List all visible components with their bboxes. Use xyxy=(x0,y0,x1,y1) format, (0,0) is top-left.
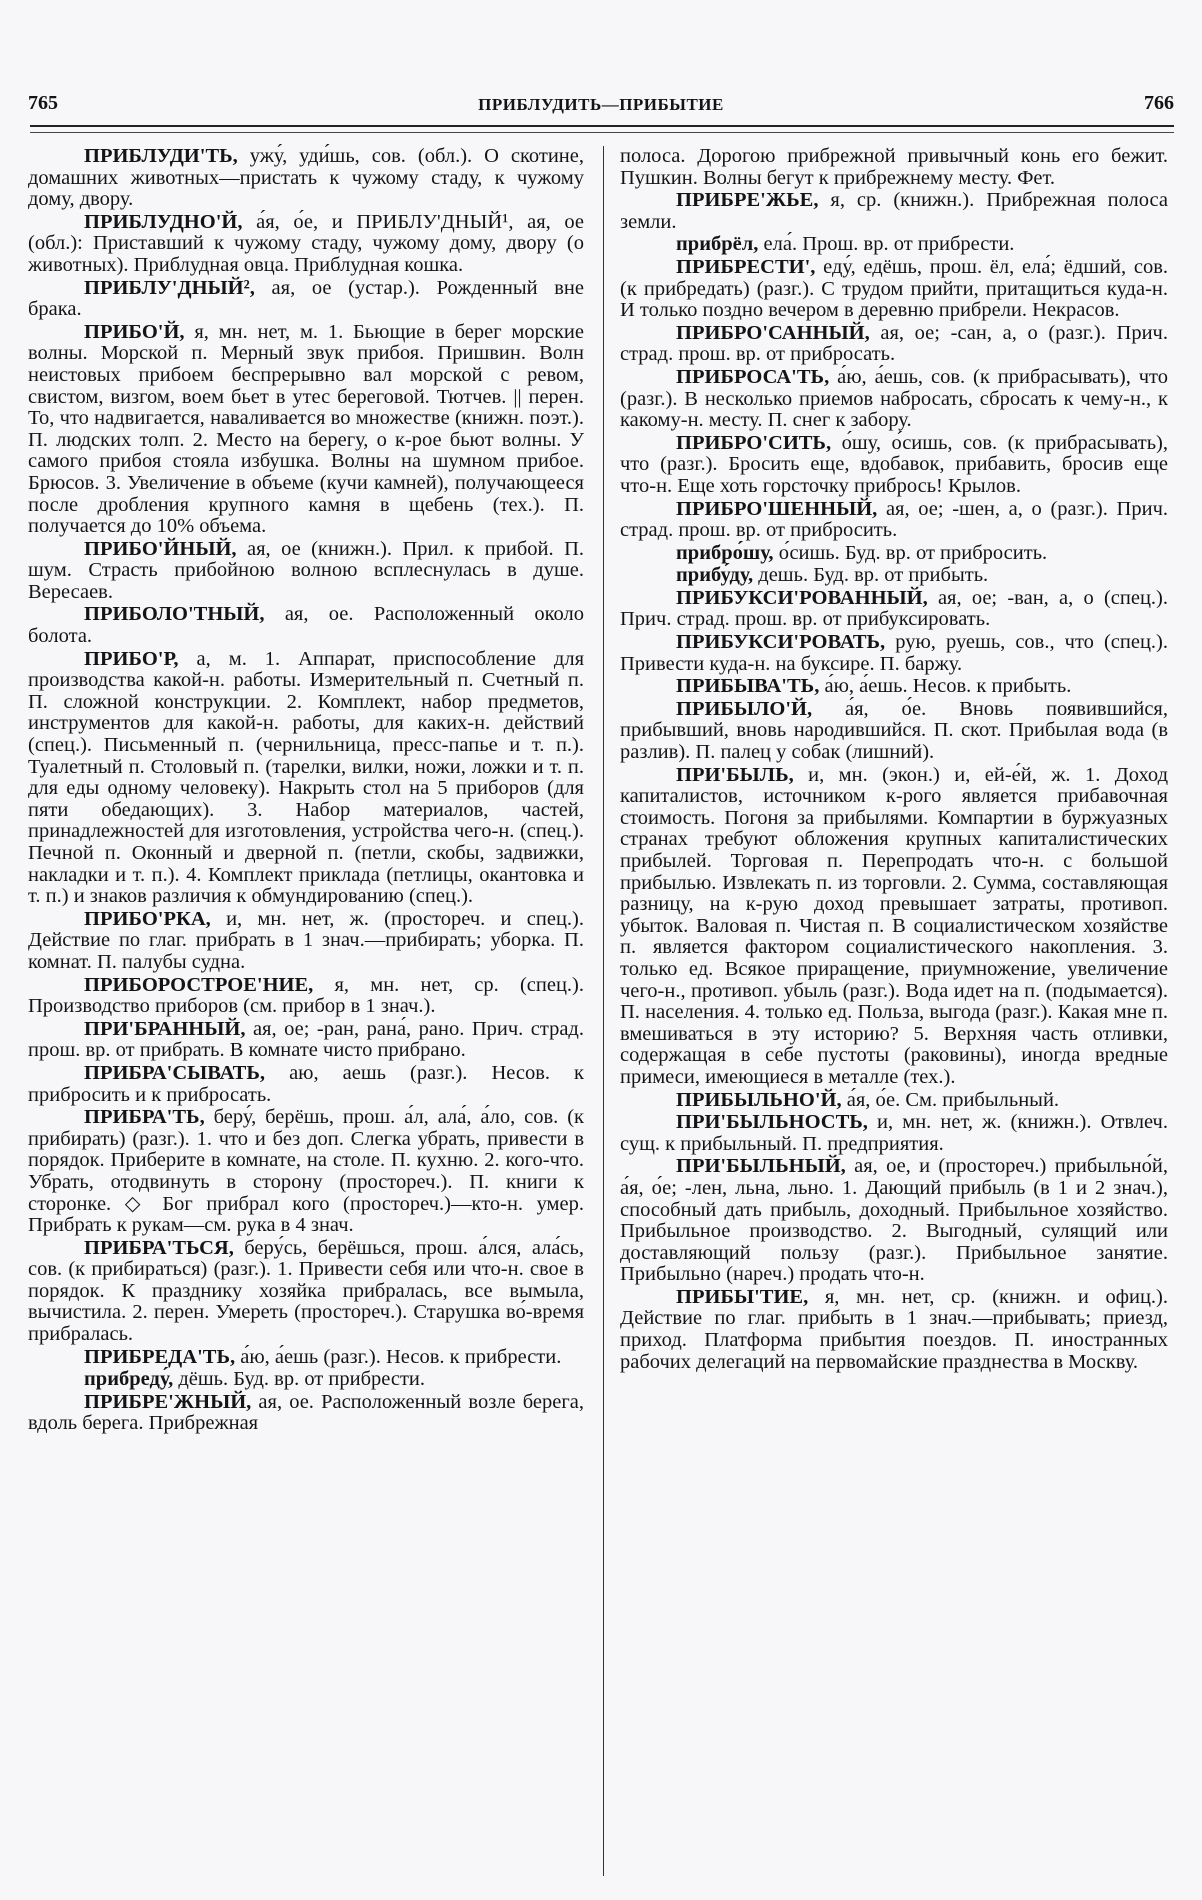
dictionary-entry xyxy=(28,1369,584,1391)
dictionary-entry xyxy=(620,588,1168,631)
dictionary-entry xyxy=(28,604,584,647)
entry-definition: а́ю, а́ешь (разг.). Несов. к прибрести. xyxy=(240,1345,562,1368)
dictionary-entry xyxy=(28,1238,584,1346)
dictionary-entry xyxy=(28,1347,584,1369)
dictionary-entry xyxy=(620,367,1168,432)
entry-definition: полоса. Дорогою прибрежной привычный конь его бежит. Пушкин. Волны бегут к прибрежнему месту. Фет. xyxy=(620,145,1168,189)
running-head: ПРИБЛУДИТЬ—ПРИБЫТИЕ xyxy=(478,95,724,114)
headword: ПРИБУКСИ'РОВАННЫЙ, xyxy=(676,586,928,609)
dictionary-entry xyxy=(28,1107,584,1237)
dictionary-entry xyxy=(28,975,584,1018)
page-number-right: 766 xyxy=(1144,92,1174,114)
header-rule xyxy=(30,125,1174,133)
entry-definition: я, мн. нет, м. 1. Бьющие в берег морские волны. Морской п. Мерный звук прибоя. Пришвин. Волн неистовых прибоем беспрерывно вал морской с ревом, свистом, визгом, воем бьет в утес береговой. Тютчев. || перен. То, что надвигается, наваливается во множестве (книжн. поэт.). П. людских толп. 2. Место на берегу, о к-рое бьют волны. У самого прибоя стояла избушка. Волны на шумном прибое. Брюсов. 3. Увеличение в объеме (кучи камней), получающееся после дробления крупного камня в щебень (тех.). П. получается до 10% объема. xyxy=(28,320,584,538)
entry-definition: я, мн. нет, ср. (книжн. и офиц.). Действие по глаг. прибыть в 1 знач.—прибывать; приезд, приход. Платформа прибытия поездов. П. иностранных рабочих делегаций на первомайские празднества в Москву. xyxy=(620,1285,1169,1373)
headword: прибрёл, xyxy=(676,233,759,256)
headword: ПРИБРО'САННЫЙ, xyxy=(676,321,870,344)
headword: ПРИ'БЫЛЬНЫЙ, xyxy=(676,1155,846,1178)
dictionary-entry xyxy=(28,1019,584,1062)
dictionary-entry xyxy=(620,632,1168,675)
headword: ПРИБЫЛЬНО'Й, xyxy=(676,1088,842,1111)
dictionary-entry xyxy=(620,676,1168,698)
dictionary-entry xyxy=(620,1090,1168,1112)
column-divider xyxy=(603,146,604,1876)
entry-definition: я, мн. нет, ср. (спец.). Производство приборов (см. прибор в 1 знач.). xyxy=(28,973,584,1018)
headword: ПРИБЛУДНО'Й, xyxy=(84,210,243,233)
dictionary-entry xyxy=(620,765,1168,1089)
dictionary-entry xyxy=(620,234,1168,256)
dictionary-entry xyxy=(28,322,584,538)
dictionary-entry xyxy=(620,323,1168,366)
page-number-left: 765 xyxy=(28,92,58,114)
dictionary-entry xyxy=(28,146,584,211)
headword: ПРИ'БЫЛЬНОСТЬ, xyxy=(676,1111,868,1134)
entry-definition: и, мн. нет, ж. (книжн.). Отвлеч. сущ. к прибыльный. П. предприятия. xyxy=(620,1111,1168,1155)
entry-definition: ая, ое; -шен, а, о (разг.). Прич. страд. прош. вр. от прибросить. xyxy=(620,497,1168,542)
entry-definition: ая, ое (книжн.). Прил. к прибой. П. шум. Страсть прибойною волною всплеснулась в душе. Вересаев. xyxy=(28,537,584,603)
headword: ПРИБРО'СИТЬ, xyxy=(676,431,832,454)
headword: ПРИБРА'СЫВАТЬ, xyxy=(84,1061,266,1084)
headword: прибреду́, xyxy=(84,1368,174,1391)
dictionary-entry xyxy=(28,539,584,604)
entry-definition: а́я, о́е. Вновь появившийся, прибывший, вновь народившийся. П. скот. Прибылая вода (в разлив). П. палец у собак (лишний). xyxy=(620,697,1168,764)
dictionary-entry xyxy=(28,649,584,908)
entry-definition: ая, ое; -ран, рана́, рано. Прич. страд. прош. вр. от прибрать. В комнате чисто прибрано. xyxy=(28,1017,584,1062)
headword: ПРИБЫЛО'Й, xyxy=(676,697,813,720)
entry-definition: беру́сь, берёшься, прош. а́лся, ала́сь, сов. (к прибираться) (разг.). 1. Привести себя или что-н. свое в порядок. К празднику хозяйка прибралась, все вымыла, вычистила. 2. перен. Умереть (простореч.). Старушка во́-время прибралась. xyxy=(28,1236,585,1346)
dictionary-entry xyxy=(28,212,584,277)
entry-definition: о́сишь. Буд. вр. от прибросить. xyxy=(778,541,1048,564)
left-column xyxy=(28,146,584,1436)
entry-definition: а́я, о́е, и ПРИБЛУ'ДНЫЙ¹, ая, ое (обл.): Приставший к чужому стаду, чужому дому, двору (о животных). Приблудная овца. Приблудная кошка. xyxy=(28,210,584,276)
entry-definition: и, мн. (экон.) и, ей-е́й, ж. 1. Доход капиталистов, источником к-рого является прибавочная стоимость. Погоня за прибылями. Компартии в буржуазных странах требуют обложения крупных капиталистических прибылей. Торговая п. Перепродать что-н. с большой прибылью. Извлекать п. из торговли. 2. Сумма, составляющая разницу, на к-рую доход превышает затраты, противоп. убыток. Валовая п. Чистая п. В социалистическом хозяйстве п. является фактором социалистического накопления. 3. только ед. Всякое приращение, приумножение, увеличение чего-н., противоп. убыль (разг.). Вода идет на п. (подымается). П. населения. 4. только ед. Польза, выгода (разг.). Какая мне п. вмешиваться в эту историю? 5. Верхняя часть отливки, содержащая в себе пустоты (раковины), иногда вредные примеси, имеющиеся в металле (тех.). xyxy=(620,763,1168,1088)
entry-definition: ела́. Прош. вр. от прибрести. xyxy=(763,233,1015,256)
headword: ПРИБО'ЙНЫЙ, xyxy=(84,537,237,560)
page-header xyxy=(28,92,1174,122)
entry-definition: ая, ое. Расположенный возле берега, вдоль берега. Прибрежная xyxy=(28,1390,585,1435)
dictionary-entry xyxy=(28,909,584,974)
entry-definition: ая, ое; -сан, а, о (разг.). Прич. страд. прош. вр. от прибросать. xyxy=(620,321,1168,366)
headword: ПРИБЫВА'ТЬ, xyxy=(676,675,820,698)
entry-definition: еду́, едёшь, прош. ёл, ела́; ёдший, сов. (к прибредать) (разг.). С трудом прийти, притащиться куда-н. И только поздно вечером в деревню прибрели. Некрасов. xyxy=(620,255,1168,322)
dictionary-entry xyxy=(620,190,1168,233)
entry-definition: о́шу, о́сишь, сов. (к прибрасывать), что (разг.). Бросить еще, вдобавок, прибавить, бросив еще что-н. Еще хоть горсточку прибрось! Крылов. xyxy=(620,431,1169,497)
entry-definition: дешь. Буд. вр. от прибыть. xyxy=(758,564,989,587)
entry-definition: а́я, о́е. См. прибыльный. xyxy=(846,1088,1060,1111)
headword: ПРИБЛУ'ДНЫЙ², xyxy=(84,276,255,299)
entry-definition: ая, ое. Расположенный около болота. xyxy=(28,603,585,648)
headword: ПРИБРЕСТИ', xyxy=(676,255,816,278)
headword: ПРИ'БЫЛЬ, xyxy=(676,763,794,786)
dictionary-entry xyxy=(620,257,1168,322)
headword: ПРИБОЛО'ТНЫЙ, xyxy=(84,603,265,626)
entry-definition: ая, ое (устар.). Рожденный вне брака. xyxy=(28,276,585,321)
headword: ПРИБО'РКА, xyxy=(84,907,211,930)
headword: ПРИ'БРАННЫЙ, xyxy=(84,1017,246,1040)
headword: ПРИБУКСИ'РОВАТЬ, xyxy=(676,631,886,654)
entry-definition: рую, руешь, сов., что (спец.). Привести куда-н. на буксире. П. баржу. xyxy=(620,631,1169,675)
entry-definition: а́ю, а́ешь, сов. (к прибрасывать), что (разг.). В несколько приемов набросать, сбросать к чему-н., к какому-н. месту. П. снег к забору. xyxy=(620,365,1168,432)
entry-definition: а, м. 1. Аппарат, приспособление для производства какой-н. работы. Измерительный п. Счетный п. П. сложной конструкции. 2. Комплект, набор предметов, инструментов для какой-н. работы, для каких-н. действий (спец.). Письменный п. (чернильница, пресс-папье и т. п.). Туалетный п. Столовый п. (тарелки, вилки, ножи, ложки и т. п. для еды одному человеку). Накрыть стол на 5 приборов (для пяти обедающих). 3. Набор материалов, частей, принадлежностей для изготовления, устройства чего-н. (спец.). Печной п. Оконный и дверной п. (петли, скобы, задвижки, накладки и т. п.). 4. Комплект приклада (петлицы, окантовка и т. п.) и знаков различия к обмундированию (спец.). xyxy=(28,647,584,908)
headword: ПРИБРЕ'ЖНЫЙ, xyxy=(84,1390,252,1413)
dictionary-entry xyxy=(620,433,1168,498)
entry-definition: беру́, берёшь, прош. а́л, ала́, а́ло, сов. (к прибирать) (разг.). 1. что и без доп. Слегка убрать, привести в порядок. Приберите в комнате, на столе. П. кухню. 2. кого-что. Убрать, отодвинуть в сторону (простореч.). П. книги к сторонке. ◇ Бог прибрал кого (простореч.)—кто-н. умер. Прибрать к рукам—см. рука в 4 знач. xyxy=(28,1106,584,1237)
dictionary-entry xyxy=(620,1112,1168,1155)
dictionary-entry xyxy=(28,1392,584,1435)
headword: ПРИБРА'ТЬСЯ, xyxy=(84,1236,234,1259)
entry-definition: ая, ое, и (простореч.) прибыльно́й, а́я, о́е; -лен, льна, льно. 1. Дающий прибыль (в 1 и 2 знач.), способный дать прибыль, доходный. Прибыльное хозяйство. Прибыльное производство. 2. Выгодный, сулящий или доставляющий пользу (разг.). Прибыльное занятие. Прибыльно (нареч.) продать что-н. xyxy=(620,1155,1168,1286)
dictionary-entry xyxy=(620,565,1168,587)
headword: ПРИБРОСА'ТЬ, xyxy=(676,365,830,388)
headword: ПРИБО'Р, xyxy=(84,647,179,670)
entry-definition: а́ю, а́ешь. Несов. к прибыть. xyxy=(824,675,1072,698)
right-column xyxy=(620,146,1168,1374)
entry-definition: ужу́, уди́шь, сов. (обл.). О скотине, домашних животных—пристать к чужому стаду, к чужому дому, двору. xyxy=(28,145,584,211)
dictionary-entry xyxy=(620,699,1168,764)
headword: ПРИБРЕ'ЖЬЕ, xyxy=(676,189,819,212)
entry-definition: аю, аешь (разг.). Несов. к прибросить и к прибросать. xyxy=(28,1061,584,1106)
dictionary-entry xyxy=(620,543,1168,565)
dictionary-entry xyxy=(620,146,1168,189)
entry-definition: дёшь. Буд. вр. от прибрести. xyxy=(178,1368,426,1391)
entry-definition: ая, ое; -ван, а, о (спец.). Прич. страд. прош. вр. от прибуксировать. xyxy=(620,586,1168,631)
headword: ПРИБО'Й, xyxy=(84,320,185,343)
headword: ПРИБРЕДА'ТЬ, xyxy=(84,1345,236,1368)
dictionary-entry xyxy=(28,278,584,321)
headword: ПРИБЫ'ТИЕ, xyxy=(676,1285,809,1308)
headword: ПРИБРО'ШЕННЫЙ, xyxy=(676,497,878,520)
headword: прибро́шу, xyxy=(676,541,774,564)
dictionary-entry xyxy=(620,1287,1168,1373)
entry-definition: я, ср. (книжн.). Прибрежная полоса земли. xyxy=(620,189,1168,233)
dictionary-entry xyxy=(620,499,1168,542)
headword: ПРИБРА'ТЬ, xyxy=(84,1106,205,1129)
headword: ПРИБЛУДИ'ТЬ, xyxy=(84,145,238,167)
headword: прибу́ду, xyxy=(676,564,754,587)
headword: ПРИБОРОСТРОЕ'НИЕ, xyxy=(84,973,314,996)
dictionary-entry xyxy=(620,1156,1168,1286)
entry-definition: и, мн. нет, ж. (простореч. и спец.). Действие по глаг. прибрать в 1 знач.—прибирать; уборка. П. комнат. П. палубы судна. xyxy=(28,907,584,973)
dictionary-entry xyxy=(28,1063,584,1106)
